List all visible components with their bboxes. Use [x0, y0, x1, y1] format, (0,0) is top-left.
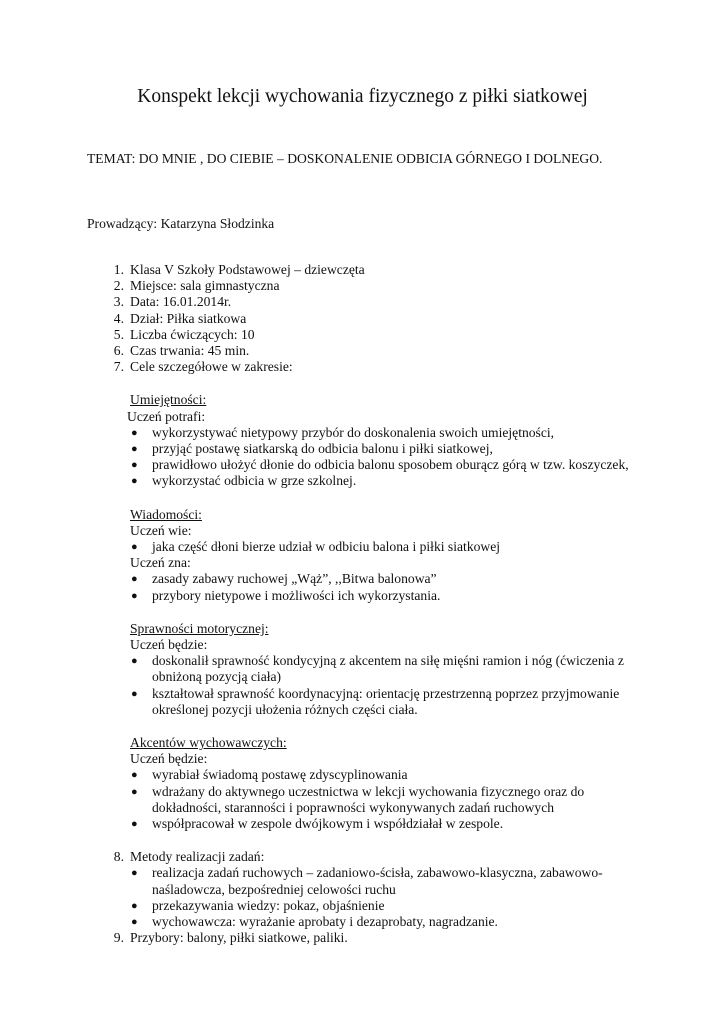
instructor-line: Prowadzący: Katarzyna Słodzinka — [87, 216, 275, 231]
bullet-icon: ● — [131, 540, 138, 553]
bullet-item: ● jaka część dłoni bierze udział w odbiciu balona i piłki siatkowej — [131, 538, 501, 554]
bullet-item: ● wyrabiał świadomą postawę zdyscyplinowania — [131, 767, 408, 783]
bullet-icon: ● — [131, 817, 138, 830]
bullet-item: ● doskonalił sprawność kondycyjną z akcentem na siłę mięśni ramion i nóg (ćwiczenia z obniżoną pozycją ciała) — [131, 653, 624, 685]
bullet-item: ● kształtował sprawność koordynacyjną: orientację przestrzenną poprzez przyjmowanie określonej pozycji ułożenia różnych części ciała. — [131, 685, 620, 717]
section-motor — [0, 621, 725, 718]
list-item: 7. Cele szczegółowe w zakresie: — [113, 359, 293, 375]
bullet-item: ● zasady zabawy ruchowej „Wąż”, ,,Bitwa balonowa” — [131, 571, 437, 587]
list-item: 3. Data: 16.01.2014r. — [113, 294, 232, 310]
bullet-icon: ● — [131, 899, 138, 912]
section-heading: Wiadomości: — [130, 506, 202, 522]
list-item: 2. Miejsce: sala gimnastyczna — [113, 278, 280, 294]
bullet-icon: ● — [131, 769, 138, 782]
bullet-icon: ● — [131, 915, 138, 928]
section-education — [0, 735, 725, 832]
bullet-item: ● przyjąć postawę siatkarską do odbicia balonu i piłki siatkowej, — [131, 440, 493, 456]
bullet-item: ● prawidłowo ułożyć dłonie do odbicia balonu sposobem oburącz górą w tzw. koszyczek, — [131, 457, 629, 473]
bullet-item: ● przekazywania wiedzy: pokaz, objaśnienie — [131, 897, 385, 913]
list-item: 5. Liczba ćwiczących: 10 — [113, 326, 255, 342]
bullet-icon: ● — [131, 573, 138, 586]
section-subheading: Uczeń wie: — [130, 522, 192, 538]
section-heading: Akcentów wychowawczych: — [130, 734, 287, 750]
bullet-item: ● wychowawcza: wyrażanie aprobaty i dezaprobaty, nagradzanie. — [131, 913, 498, 929]
list-item: 9. Przybory: balony, piłki siatkowe, paliki. — [113, 930, 348, 946]
bullet-item: ● wdrażany do aktywnego uczestnictwa w lekcji wychowania fizycznego oraz do dokładności, staranności i poprawności wykonywanych zadań ruchowych — [131, 783, 585, 815]
bullet-item: ● realizacja zadań ruchowych – zadaniowo-ścisła, zabawowo-klasyczna, zabawowo-naśladowcza, bezpośredniej celowości ruchu — [131, 865, 603, 897]
section-subheading: Uczeń potrafi: — [127, 408, 206, 424]
document-body — [0, 262, 725, 946]
bullet-icon: ● — [131, 475, 138, 488]
bullet-item: ● przybory nietypowe i możliwości ich wykorzystania. — [131, 587, 441, 603]
bullet-item: ● współpracował w zespole dwójkowym i współdziałał w zespole. — [131, 815, 504, 831]
bullet-icon: ● — [131, 459, 138, 472]
bullet-icon: ● — [131, 867, 138, 880]
bullet-icon: ● — [131, 655, 138, 668]
section-methods — [0, 865, 725, 930]
section-subheading: Uczeń będzie: — [130, 636, 208, 652]
bullet-item: ● wykorzystać odbicia w grze szkolnej. — [131, 473, 357, 489]
list-item: 6. Czas trwania: 45 min. — [113, 342, 250, 358]
lesson-topic: TEMAT: DO MNIE , DO CIEBIE – DOSKONALENIE ODBICIA GÓRNEGO I DOLNEGO. — [87, 151, 603, 166]
list-item: 8. Metody realizacji zadań: — [113, 849, 265, 865]
section-heading: Umiejętności: — [130, 392, 207, 408]
document-title: Konspekt lekcji wychowania fizycznego z piłki siatkowej — [137, 86, 588, 107]
bullet-icon: ● — [131, 589, 138, 602]
bullet-icon: ● — [131, 687, 138, 700]
section-heading: Sprawności motorycznej: — [130, 620, 269, 636]
list-item: 4. Dział: Piłka siatkowa — [113, 310, 247, 326]
bullet-item: ● wykorzystywać nietypowy przybór do doskonalenia swoich umiejętności, — [131, 424, 555, 440]
bullet-icon: ● — [131, 426, 138, 439]
section-knowledge — [0, 507, 725, 604]
bullet-icon: ● — [131, 785, 138, 798]
section-skills — [0, 392, 725, 489]
bullet-icon: ● — [131, 442, 138, 455]
section-subheading: Uczeń będzie: — [130, 751, 208, 767]
list-item: 1. Klasa V Szkoły Podstawowej – dziewczęta — [113, 262, 365, 277]
section-subheading: Uczeń zna: — [130, 555, 191, 571]
